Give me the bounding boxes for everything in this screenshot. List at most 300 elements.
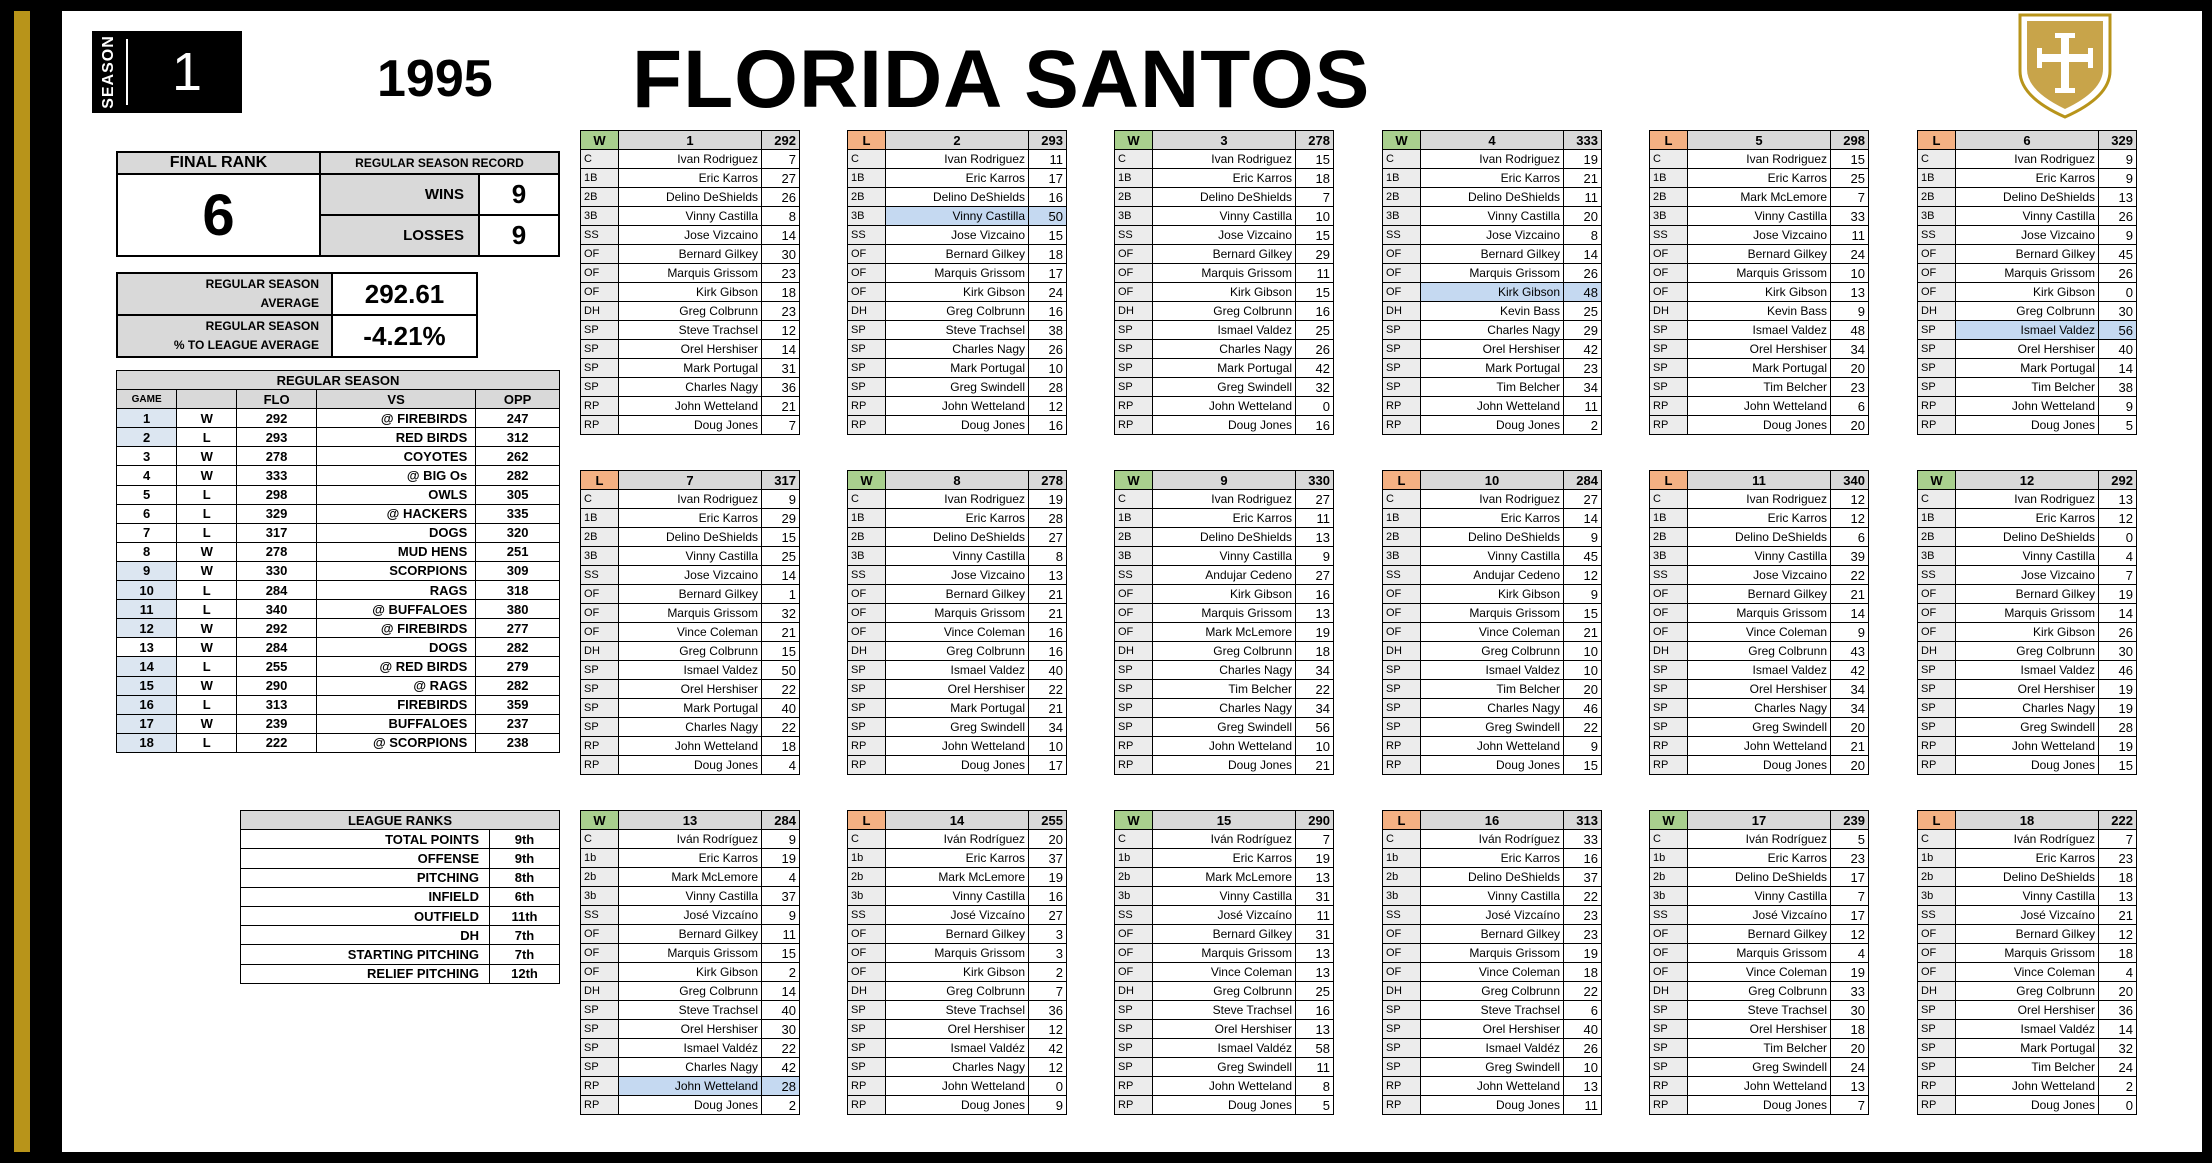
player-points: 18 <box>1296 169 1334 188</box>
player-points: 46 <box>1564 699 1602 718</box>
player-points: 38 <box>2099 378 2137 397</box>
position-label: OF <box>848 623 886 642</box>
player-points: 15 <box>2099 756 2137 775</box>
player-name: Delino DeShields <box>1421 528 1564 547</box>
player-points: 22 <box>762 1039 800 1058</box>
position-label: RP <box>1383 397 1421 416</box>
game-result: L <box>177 523 237 542</box>
game-number: 13 <box>117 638 177 657</box>
player-name: Mark McLemore <box>1153 623 1296 642</box>
player-points: 18 <box>762 283 800 302</box>
player-points: 25 <box>1564 302 1602 321</box>
player-points: 11 <box>1296 1058 1334 1077</box>
player-name: Kevin Bass <box>1421 302 1564 321</box>
position-label: SP <box>848 699 886 718</box>
position-label: 3B <box>1918 547 1956 566</box>
game-result-badge: W <box>848 471 886 490</box>
lineup-row <box>581 699 800 718</box>
player-points: 19 <box>2099 680 2137 699</box>
game-result: W <box>177 561 237 580</box>
lineup-row <box>1918 1039 2137 1058</box>
player-name: Bernard Gilkey <box>1688 925 1831 944</box>
game-result: L <box>177 428 237 447</box>
opp-score: 309 <box>476 561 560 580</box>
player-name: John Wetteland <box>619 397 762 416</box>
player-points: 9 <box>1831 302 1869 321</box>
player-points: 16 <box>1029 188 1067 207</box>
player-points: 33 <box>1564 830 1602 849</box>
player-name: Ismael Valdez <box>1688 661 1831 680</box>
losses-label: LOSSES <box>320 215 479 256</box>
player-name: John Wetteland <box>1956 397 2099 416</box>
flo-score: 278 <box>237 542 317 561</box>
lineup-row <box>848 699 1067 718</box>
player-points: 12 <box>1029 397 1067 416</box>
position-label: OF <box>581 944 619 963</box>
player-name: Bernard Gilkey <box>1688 245 1831 264</box>
player-name: John Wetteland <box>1153 737 1296 756</box>
league-rank-value: 8th <box>490 868 560 887</box>
lineup-row <box>581 397 800 416</box>
player-name: John Wetteland <box>1421 1077 1564 1096</box>
player-name: Eric Karros <box>1153 849 1296 868</box>
opponent: DOGS <box>316 638 475 657</box>
lineup-row <box>1918 397 2137 416</box>
player-points: 18 <box>1564 963 1602 982</box>
lineup-row <box>1383 207 1602 226</box>
player-points: 2 <box>762 1096 800 1115</box>
player-points: 13 <box>1296 944 1334 963</box>
player-points: 21 <box>1831 737 1869 756</box>
player-name: Tim Belcher <box>1421 378 1564 397</box>
position-label: RP <box>1383 737 1421 756</box>
position-label: 1b <box>848 849 886 868</box>
position-label: RP <box>1383 1077 1421 1096</box>
schedule-row <box>117 619 560 638</box>
player-name: Vinny Castilla <box>619 887 762 906</box>
position-label: RP <box>1115 737 1153 756</box>
game-result: L <box>177 733 237 752</box>
lineup-row <box>1918 1001 2137 1020</box>
player-name: Delino DeShields <box>1153 528 1296 547</box>
player-name: John Wetteland <box>1421 737 1564 756</box>
position-label: RP <box>581 397 619 416</box>
season-number: 1 <box>171 42 203 102</box>
lineup-row <box>1918 528 2137 547</box>
player-name: Delino DeShields <box>1153 188 1296 207</box>
lineup-row <box>1115 1096 1334 1115</box>
player-points: 9 <box>2099 169 2137 188</box>
player-name: Greg Colbrunn <box>1688 982 1831 1001</box>
player-name: Ismael Valdez <box>886 661 1029 680</box>
player-name: Iván Rodríguez <box>1956 830 2099 849</box>
player-points: 40 <box>1029 661 1067 680</box>
lineup-row <box>848 226 1067 245</box>
lineup-row <box>1918 661 2137 680</box>
player-name: Greg Swindell <box>1421 718 1564 737</box>
lineup-row <box>1918 321 2137 340</box>
lineup-row <box>1918 1058 2137 1077</box>
lineup-row <box>1383 944 1602 963</box>
position-label: SP <box>1383 661 1421 680</box>
position-label: SS <box>1383 566 1421 585</box>
player-name: John Wetteland <box>1153 1077 1296 1096</box>
position-label: DH <box>581 302 619 321</box>
opp-score: 380 <box>476 600 560 619</box>
lineup-row <box>848 718 1067 737</box>
lineup-row <box>581 1039 800 1058</box>
player-name: John Wetteland <box>1956 1077 2099 1096</box>
game-total: 317 <box>762 471 800 490</box>
player-name: Marquis Grissom <box>1688 944 1831 963</box>
lineup-row <box>1115 283 1334 302</box>
player-name: Bernard Gilkey <box>1421 925 1564 944</box>
position-label: 2B <box>581 188 619 207</box>
position-label: C <box>1115 150 1153 169</box>
player-name: Orel Hershiser <box>1956 680 2099 699</box>
lineup-row <box>1650 680 1869 699</box>
player-name: Orel Hershiser <box>1688 340 1831 359</box>
position-label: 1B <box>1650 509 1688 528</box>
game-number: 7 <box>619 471 762 490</box>
player-points: 18 <box>1831 1020 1869 1039</box>
player-points: 9 <box>762 906 800 925</box>
position-label: OF <box>1383 944 1421 963</box>
lineup-row <box>1383 830 1602 849</box>
lineup-row <box>1650 1058 1869 1077</box>
position-label: SP <box>1115 359 1153 378</box>
player-name: Charles Nagy <box>619 1058 762 1077</box>
lineup-row <box>1918 944 2137 963</box>
lineup-row <box>581 963 800 982</box>
position-label: RP <box>1115 1077 1153 1096</box>
lineup-row <box>1383 982 1602 1001</box>
player-points: 15 <box>1564 604 1602 623</box>
lineup-row <box>1115 547 1334 566</box>
opp-score: 282 <box>476 466 560 485</box>
position-label: SP <box>1115 680 1153 699</box>
lineup-row <box>1115 718 1334 737</box>
player-points: 19 <box>2099 737 2137 756</box>
position-label: OF <box>1383 264 1421 283</box>
shield-cross-logo-icon <box>2010 9 2120 121</box>
opponent: @ BIG Os <box>316 466 475 485</box>
player-points: 23 <box>1831 378 1869 397</box>
lineup-row <box>848 397 1067 416</box>
schedule-row <box>117 504 560 523</box>
position-label: DH <box>1115 982 1153 1001</box>
opponent: DOGS <box>316 523 475 542</box>
schedule-row <box>117 542 560 561</box>
player-name: Orel Hershiser <box>1421 1020 1564 1039</box>
player-points: 31 <box>762 359 800 378</box>
game-number: 9 <box>117 561 177 580</box>
position-label: RP <box>1650 1096 1688 1115</box>
player-name: Orel Hershiser <box>1153 1020 1296 1039</box>
player-name: Ivan Rodriguez <box>1956 150 2099 169</box>
lineup-row <box>1918 566 2137 585</box>
position-label: SP <box>1115 661 1153 680</box>
player-name: Ivan Rodriguez <box>1956 490 2099 509</box>
player-points: 2 <box>762 963 800 982</box>
player-name: Mark McLemore <box>1688 188 1831 207</box>
lineup-row <box>1650 585 1869 604</box>
player-points: 19 <box>1564 944 1602 963</box>
lineup-row <box>848 737 1067 756</box>
position-label: SS <box>1383 906 1421 925</box>
lineup-row <box>1650 169 1869 188</box>
player-points: 42 <box>1029 1039 1067 1058</box>
player-points: 5 <box>2099 416 2137 435</box>
game-number: 4 <box>117 466 177 485</box>
opponent: @ HACKERS <box>316 504 475 523</box>
position-label: C <box>1918 490 1956 509</box>
lineup-row <box>1383 509 1602 528</box>
player-points: 12 <box>1564 566 1602 585</box>
game-number: 11 <box>117 600 177 619</box>
player-name: Doug Jones <box>1153 416 1296 435</box>
position-label: 3B <box>1115 207 1153 226</box>
player-points: 37 <box>1564 868 1602 887</box>
player-points: 20 <box>1564 207 1602 226</box>
player-name: Mark Portugal <box>619 699 762 718</box>
player-points: 9 <box>2099 397 2137 416</box>
player-name: Vinny Castilla <box>1956 887 2099 906</box>
position-label: RP <box>848 756 886 775</box>
lineup-row <box>581 737 800 756</box>
player-name: Jose Vizcaino <box>1421 226 1564 245</box>
player-points: 33 <box>1831 207 1869 226</box>
player-name: Bernard Gilkey <box>1688 585 1831 604</box>
player-name: Marquis Grissom <box>886 604 1029 623</box>
record-label: REGULAR SEASON RECORD <box>320 152 559 174</box>
position-label: SP <box>581 1039 619 1058</box>
player-points: 19 <box>1029 490 1067 509</box>
player-points: 50 <box>762 661 800 680</box>
position-label: OF <box>1115 245 1153 264</box>
player-points: 21 <box>1564 169 1602 188</box>
player-name: Eric Karros <box>1421 169 1564 188</box>
lineup-row <box>848 264 1067 283</box>
player-name: Andujar Cedeno <box>1153 566 1296 585</box>
lineup-row <box>1383 547 1602 566</box>
player-name: Eric Karros <box>886 509 1029 528</box>
position-label: SP <box>1115 699 1153 718</box>
position-label: C <box>1918 150 1956 169</box>
position-label: RP <box>1650 397 1688 416</box>
position-label: DH <box>848 982 886 1001</box>
player-points: 9 <box>762 490 800 509</box>
game-result-badge: L <box>1383 471 1421 490</box>
player-points: 0 <box>2099 283 2137 302</box>
player-points: 23 <box>1564 906 1602 925</box>
opponent: @ FIREBIRDS <box>316 409 475 428</box>
player-name: Vinny Castilla <box>619 547 762 566</box>
position-label: OF <box>1650 585 1688 604</box>
opponent: FIREBIRDS <box>316 695 475 714</box>
position-label: OF <box>581 925 619 944</box>
player-name: Ismael Valdéz <box>886 1039 1029 1058</box>
position-label: SS <box>1115 226 1153 245</box>
position-label: SS <box>848 226 886 245</box>
player-points: 3 <box>1029 944 1067 963</box>
player-name: Marquis Grissom <box>1153 264 1296 283</box>
player-points: 0 <box>1296 397 1334 416</box>
position-label: SP <box>1383 680 1421 699</box>
league-rank-label: DH <box>241 926 490 945</box>
player-points: 32 <box>762 604 800 623</box>
lineup-row <box>1115 245 1334 264</box>
player-points: 14 <box>1564 509 1602 528</box>
lineup-row <box>581 849 800 868</box>
player-points: 23 <box>1564 925 1602 944</box>
position-label: SP <box>581 321 619 340</box>
game-total: 292 <box>2099 471 2137 490</box>
player-name: Iván Rodríguez <box>1688 830 1831 849</box>
lineup-row <box>848 1039 1067 1058</box>
lineup-row <box>581 623 800 642</box>
position-label: DH <box>1918 642 1956 661</box>
position-label: OF <box>1115 963 1153 982</box>
position-label: SP <box>581 718 619 737</box>
player-name: Bernard Gilkey <box>619 925 762 944</box>
player-points: 26 <box>1296 340 1334 359</box>
player-points: 17 <box>1029 169 1067 188</box>
position-label: 1B <box>1918 169 1956 188</box>
lineup-row <box>1918 718 2137 737</box>
position-label: SP <box>1383 1039 1421 1058</box>
player-points: 13 <box>1831 283 1869 302</box>
lineup-row <box>1115 1020 1334 1039</box>
position-label: C <box>1650 150 1688 169</box>
opp-score: 237 <box>476 714 560 733</box>
opp-score: 238 <box>476 733 560 752</box>
lineup-row <box>848 585 1067 604</box>
player-points: 18 <box>762 737 800 756</box>
flo-score: 333 <box>237 466 317 485</box>
lineup-row <box>1650 718 1869 737</box>
player-points: 27 <box>1029 528 1067 547</box>
player-name: Vinny Castilla <box>886 887 1029 906</box>
game-number: 15 <box>1153 811 1296 830</box>
league-rank-value: 12th <box>490 964 560 983</box>
position-label: SP <box>581 1001 619 1020</box>
lineup-row <box>1650 756 1869 775</box>
opponent: @ RAGS <box>316 676 475 695</box>
position-label: SP <box>1115 1039 1153 1058</box>
position-label: C <box>1650 830 1688 849</box>
position-label: SP <box>1918 661 1956 680</box>
player-name: Orel Hershiser <box>1688 1020 1831 1039</box>
lineup-row <box>1115 378 1334 397</box>
player-name: José Vizcaíno <box>886 906 1029 925</box>
lineup-row <box>1650 1096 1869 1115</box>
lineup-row <box>1115 604 1334 623</box>
game-result-badge: L <box>581 471 619 490</box>
player-points: 1 <box>762 585 800 604</box>
game-box-4 <box>1382 130 1601 435</box>
lineup-row <box>1918 509 2137 528</box>
lineup-row <box>1650 1039 1869 1058</box>
player-points: 20 <box>2099 982 2137 1001</box>
position-label: 2b <box>1918 868 1956 887</box>
player-name: Charles Nagy <box>1421 321 1564 340</box>
lineup-row <box>848 245 1067 264</box>
lineup-row <box>1918 416 2137 435</box>
position-label: C <box>1383 150 1421 169</box>
player-points: 42 <box>762 1058 800 1077</box>
position-label: 3B <box>1115 547 1153 566</box>
game-box-5 <box>1649 130 1868 435</box>
player-name: Ivan Rodriguez <box>619 490 762 509</box>
league-rank-label: OFFENSE <box>241 849 490 868</box>
player-points: 27 <box>1564 490 1602 509</box>
player-points: 16 <box>1029 416 1067 435</box>
game-box-8 <box>847 470 1066 775</box>
player-points: 34 <box>1029 718 1067 737</box>
player-name: Vince Coleman <box>619 623 762 642</box>
player-name: Doug Jones <box>1688 416 1831 435</box>
player-points: 18 <box>1029 245 1067 264</box>
player-points: 16 <box>1029 642 1067 661</box>
lineup-row <box>1383 340 1602 359</box>
lineup-row <box>581 150 800 169</box>
player-name: Ismael Valdez <box>1956 321 2099 340</box>
lineup-row <box>1115 207 1334 226</box>
position-label: C <box>581 490 619 509</box>
game-result-badge: L <box>1918 811 1956 830</box>
player-points: 26 <box>1564 264 1602 283</box>
position-label: 2B <box>1115 528 1153 547</box>
lineup-row <box>1918 264 2137 283</box>
game-total: 255 <box>1029 811 1067 830</box>
lineup-row <box>1918 887 2137 906</box>
player-points: 7 <box>1831 1096 1869 1115</box>
lineup-row <box>1918 642 2137 661</box>
player-name: Charles Nagy <box>1421 699 1564 718</box>
lineup-row <box>1115 321 1334 340</box>
player-points: 19 <box>1831 963 1869 982</box>
player-points: 43 <box>1831 642 1869 661</box>
position-label: SP <box>1383 1058 1421 1077</box>
lineup-row <box>1383 359 1602 378</box>
lineup-row <box>1650 509 1869 528</box>
player-points: 2 <box>1029 963 1067 982</box>
lineup-row <box>848 509 1067 528</box>
player-points: 30 <box>1831 1001 1869 1020</box>
position-label: DH <box>1115 302 1153 321</box>
position-label: OF <box>581 245 619 264</box>
position-label: C <box>1115 830 1153 849</box>
lineup-row <box>1383 188 1602 207</box>
lineup-row <box>848 849 1067 868</box>
player-points: 12 <box>1831 925 1869 944</box>
lineup-row <box>1115 830 1334 849</box>
player-points: 20 <box>1831 359 1869 378</box>
position-label: RP <box>581 1096 619 1115</box>
lineup-row <box>1650 849 1869 868</box>
lineup-row <box>1650 868 1869 887</box>
player-name: Delino DeShields <box>1956 188 2099 207</box>
position-label: OF <box>581 585 619 604</box>
player-name: Mark Portugal <box>1956 359 2099 378</box>
player-points: 21 <box>762 397 800 416</box>
position-label: RP <box>848 737 886 756</box>
player-name: Tim Belcher <box>1688 1039 1831 1058</box>
lineup-row <box>848 378 1067 397</box>
position-label: RP <box>1918 397 1956 416</box>
position-label: SP <box>581 378 619 397</box>
